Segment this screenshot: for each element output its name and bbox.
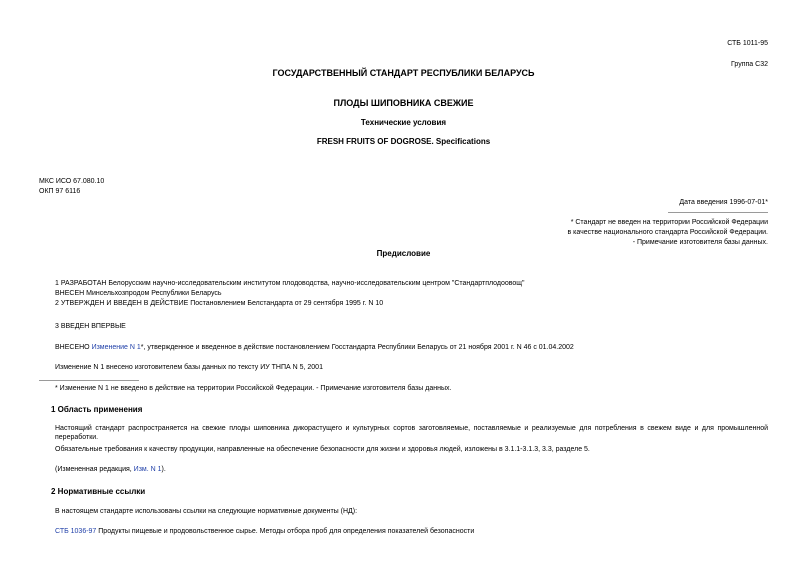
section-1-paragraph-2: Обязательные требования к качеству продукции, направленные на обеспечение безопасности для жизни и здоровья людей, изложены в 3.1.1-3.1.3, 3.3, разделе 5. <box>55 446 590 453</box>
section-2-heading: 2 Нормативные ссылки <box>51 487 146 496</box>
section-1-paragraph-1 <box>55 424 768 442</box>
section-1-revision-note <box>55 465 166 474</box>
revision-link[interactable]: Изм. N 1 <box>133 466 162 473</box>
amendment-prefix: ВНЕСЕНО <box>55 344 92 351</box>
foreword-amendment <box>55 343 574 352</box>
foreword-item-2: 2 УТВЕРЖДЕН И ВВЕДЕН В ДЕЙСТВИЕ Постановлением Белстандарта от 29 сентября 1995 г. N 10 <box>55 300 384 307</box>
foreword-submitted: ВНЕСЕН Минсельхозпродом Республики Беларусь <box>55 290 222 297</box>
footnote-separator-2 <box>39 380 139 381</box>
amendment-suffix: *, утвержденное и введенное в действие постановлением Госстандарта Республики Беларусь от 21 ноября 2001 г. N 46 с 01.04.2002 <box>140 344 574 351</box>
footnote-separator <box>668 212 768 213</box>
foreword-item-1: 1 РАЗРАБОТАН Белорусским научно-исследовательским институтом плодоводства, научно-исследовательским центром "Стандартплодоовощ" <box>55 280 525 287</box>
foreword-item-3: 3 ВВЕДЕН ВПЕРВЫЕ <box>55 323 126 330</box>
scope-text: Настоящий стандарт распространяется на свежие плоды шиповника дикорастущего и культурных сортов заготовляемые, поставляемые и реализуемые для потребления в свежем виде и для промышленной переработки. <box>55 425 768 441</box>
section-2-paragraph-1: В настоящем стандарте использованы ссылки на следующие нормативные документы (НД): <box>55 508 358 515</box>
normative-reference-item <box>55 527 474 536</box>
document-title-english: FRESH FRUITS OF DOGROSE. Specifications <box>316 137 491 146</box>
footnote-line-3: - Примечание изготовителя базы данных. <box>632 239 768 246</box>
amendment-footnote: * Изменение N 1 не введено в действие на территории Российской Федерации. - Примечание изготовителя базы данных. <box>55 385 452 392</box>
revision-suffix: ). <box>161 466 166 473</box>
document-title: ПЛОДЫ ШИПОВНИКА СВЕЖИЕ <box>333 98 474 108</box>
footnote-line-1: * Стандарт не введен на территории Российской Федерации <box>570 219 768 226</box>
foreword-heading: Предисловие <box>376 249 431 258</box>
mks-code: МКС ИСО 67.080.10 <box>39 178 105 185</box>
state-standard-heading: ГОСУДАРСТВЕННЫЙ СТАНДАРТ РЕСПУБЛИКИ БЕЛАРУСЬ <box>272 68 535 78</box>
okp-code: ОКП 97 6116 <box>39 188 81 195</box>
amendment-note: Изменение N 1 внесено изготовителем базы данных по тексту ИУ ТНПА N 5, 2001 <box>55 364 323 371</box>
revision-prefix: (Измененная редакция, <box>55 466 134 473</box>
section-1-heading: 1 Область применения <box>51 405 143 414</box>
footnote-line-2: в качестве национального стандарта Российской Федерации. <box>567 229 768 236</box>
document-subtitle: Технические условия <box>360 118 447 127</box>
reference-title: Продукты пищевые и продовольственное сырье. Методы отбора проб для определения показателей безопасности <box>96 528 475 535</box>
standard-number: СТБ 1011-95 <box>727 40 768 47</box>
introduction-date: Дата введения 1996-07-01* <box>679 199 768 206</box>
group-code: Группа С32 <box>731 61 768 68</box>
stb-1036-97-link[interactable]: СТБ 1036-97 <box>55 528 97 535</box>
amendment-1-link[interactable]: Изменение N 1 <box>91 344 141 351</box>
